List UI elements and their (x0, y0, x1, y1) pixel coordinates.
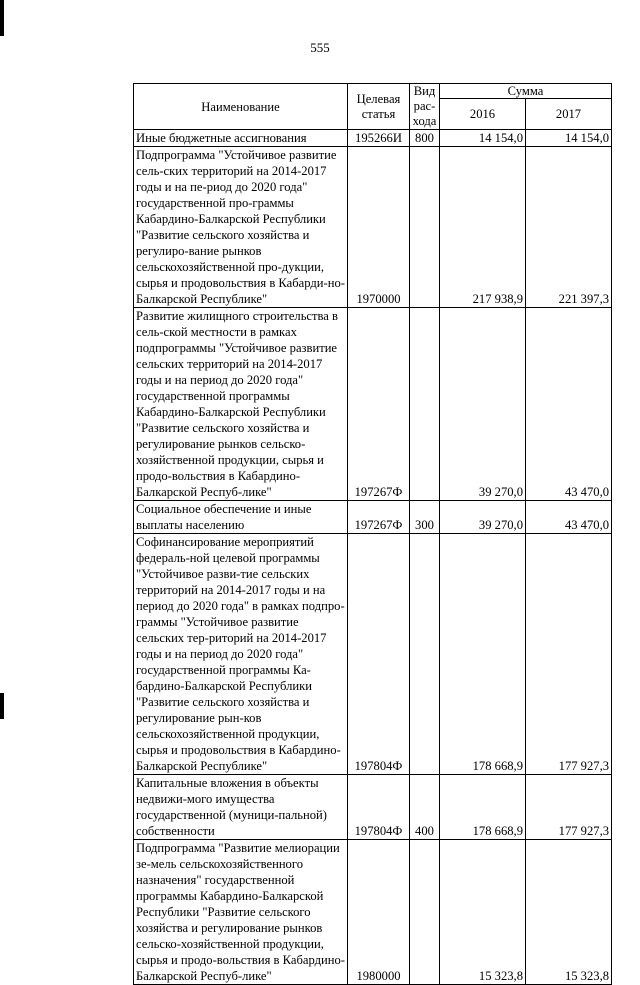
header-year-2016: 2016 (440, 99, 526, 130)
table-row (134, 840, 612, 985)
row-code: 197804Ф (348, 534, 410, 775)
row-sum-2016: 178 668,9 (440, 534, 526, 775)
row-name: Капитальные вложения в объекты недвижи-мого имущества государственной (муници-пальной) собственности (134, 775, 348, 840)
row-kind (410, 534, 440, 775)
row-name: Софинансирование мероприятий федераль-ной целевой программы "Устойчивое разви-тие сельских территорий на 2014-2017 годы и на период до 2020 года" в рамках подпро-граммы "Устойчивое развитие сельских тер-риторий на 2014-2017 годы и на период до 2020 года" государственной программы Ка-бардино-Балкарской Республики "Развитие сельского хозяйства и регулирование рын-ков сельскохозяйственной продукции, сырья и продовольствия в Кабардино-Балкарской Республике" (134, 534, 348, 775)
table-row (134, 775, 612, 840)
row-code: 1980000 (348, 840, 410, 985)
row-sum-2017: 177 927,3 (526, 775, 612, 840)
row-name: Иные бюджетные ассигнования (134, 130, 348, 147)
row-sum-2016: 217 938,9 (440, 147, 526, 308)
row-kind: 800 (410, 130, 440, 147)
page-number: 555 (310, 40, 330, 55)
table-row (134, 308, 612, 501)
table-row (134, 534, 612, 775)
row-sum-2016: 39 270,0 (440, 308, 526, 501)
table-row (134, 501, 612, 534)
row-sum-2017: 221 397,3 (526, 147, 612, 308)
row-sum-2016: 15 323,8 (440, 840, 526, 985)
row-kind: 400 (410, 775, 440, 840)
row-name: Подпрограмма "Устойчивое развитие сель-ских территорий на 2014-2017 годы и на пе-риод до 2020 года" государственной про-граммы Кабардино-Балкарской Республики "Развитие сельского хозяйства и регулиро-вание рынков сельскохозяйственной про-дукции, сырья и продовольствия в Кабарди-но-Балкарской Республике" (134, 147, 348, 308)
row-name: Развитие жилищного строительства в сель-ской местности в рамках подпрограммы "Устойчивое развитие сельских территорий на 2014-2017 годы и на период до 2020 года" государственной программы Кабардино-Балкарской Республики "Развитие сельского хозяйства и регулирование рынков сельско-хозяйственной продукции, сырья и продо-вольствия в Кабардино-Балкарской Респуб-лике" (134, 308, 348, 501)
row-kind (410, 308, 440, 501)
header-kind: Вид рас-хода (410, 84, 440, 130)
row-sum-2017: 43 470,0 (526, 501, 612, 534)
row-code: 195266И (348, 130, 410, 147)
margin-mark-top (0, 0, 4, 36)
row-sum-2016: 39 270,0 (440, 501, 526, 534)
row-sum-2017: 15 323,8 (526, 840, 612, 985)
row-kind: 300 (410, 501, 440, 534)
header-sum: Сумма (440, 84, 612, 99)
header-code: Целевая статья (348, 84, 410, 130)
row-sum-2016: 14 154,0 (440, 130, 526, 147)
row-sum-2016: 178 668,9 (440, 775, 526, 840)
margin-mark-bottom (0, 693, 4, 719)
budget-table (133, 83, 612, 985)
row-kind (410, 840, 440, 985)
row-code: 197267Ф (348, 501, 410, 534)
table-header (134, 84, 612, 130)
header-name: Наименование (134, 84, 348, 130)
header-year-2017: 2017 (526, 99, 612, 130)
row-name: Социальное обеспечение и иные выплаты населению (134, 501, 348, 534)
row-code: 197804Ф (348, 775, 410, 840)
row-sum-2017: 177 927,3 (526, 534, 612, 775)
row-kind (410, 147, 440, 308)
row-code: 197267Ф (348, 308, 410, 501)
table-row (134, 147, 612, 308)
row-sum-2017: 43 470,0 (526, 308, 612, 501)
row-sum-2017: 14 154,0 (526, 130, 612, 147)
table-row (134, 130, 612, 147)
row-code: 1970000 (348, 147, 410, 308)
row-name: Подпрограмма "Развитие мелиорации зе-мель сельскохозяйственного назначения" государственной программы Кабардино-Балкарской Республики "Развитие сельского хозяйства и регулирование рынков сельско-хозяйственной продукции, сырья и продо-вольствия в Кабардино-Балкарской Респуб-лике" (134, 840, 348, 985)
table-body (134, 130, 612, 985)
